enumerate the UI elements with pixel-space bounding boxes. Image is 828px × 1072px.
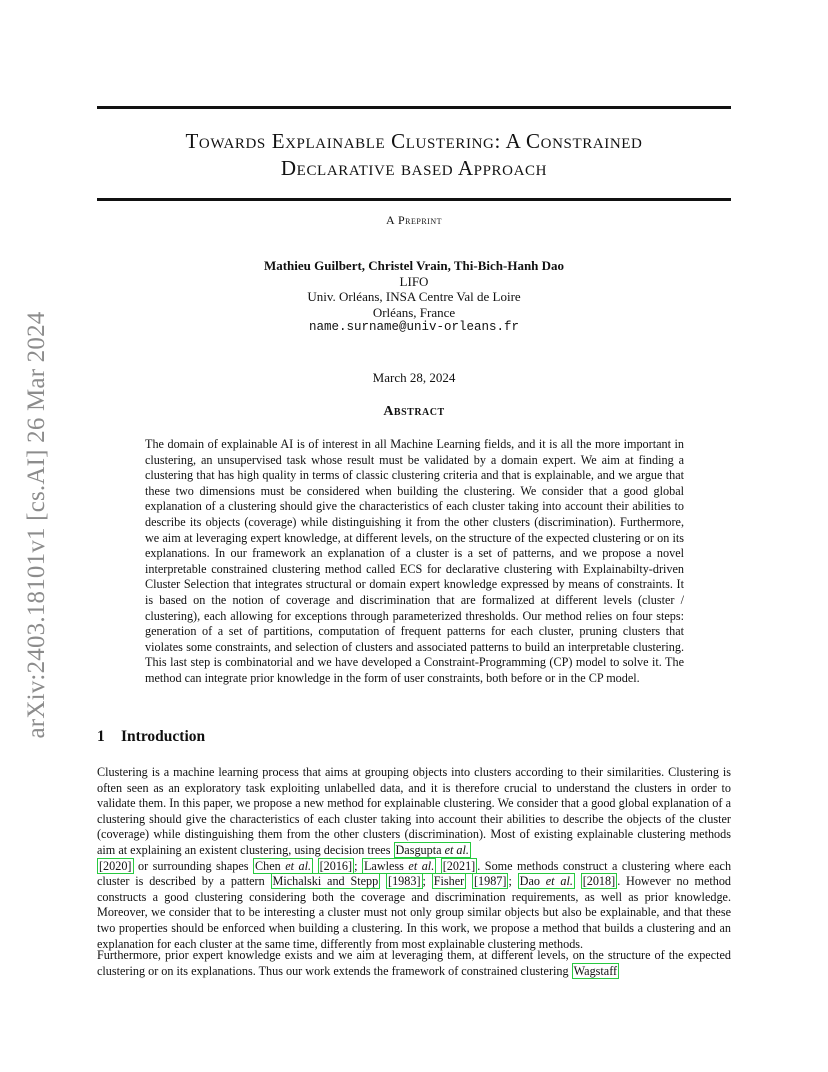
citation-etal: et al.: [444, 842, 469, 857]
section-number: 1: [97, 728, 105, 745]
author-names: Mathieu Guilbert, Christel Vrain, Thi-Bich-Hanh Dao: [263, 258, 565, 273]
abstract-text: The domain of explainable AI is of interest in all Machine Learning fields, and it is all the more important in clustering, an unsupervised task whose result must be validated by a domain expert. We aim at finding a clustering that has high quality in terms of classic clustering criteria and that is explainable, and we argue that these two dimensions must be considered when building the clustering. We consider that a good global explanation of a clustering should give the characteristics of each cluster taking into account their abilities to describe its objects (coverage) while distinguishing it from the other clusters (discrimination). Furthermore, we aim at leveraging expert knowledge, at different levels, on the structure of the expected clustering or on its explanations. In our framework an explanation of a cluster is a set of patterns, and we propose a novel interpretable constrained clustering method called ECS for declarative clustering with Explainabilty-driven Cluster Selection that integrates structural or domain expert knowledge expressed by means of constraints. It is based on the notion of coverage and discrimination that are formalized at different levels (cluster / clustering), each allowing for exceptions through parameterized thresholds. Our method relies on four steps: generation of a set of partitions, computation of frequent patterns for each cluster, pruning clusters that violates some constraints, and selection of clusters and associated patterns to build an interpretable clustering. This last step is combinatorial and we have developed a Constraint-Programming (CP) model to solve it. The method can integrate prior knowledge in the form of user constraints, both before or in the CP model.: [145, 437, 684, 685]
paper-title: [97, 128, 731, 182]
citation-link[interactable]: [394, 842, 471, 858]
intro-text: Furthermore, prior expert knowledge exists and we aim at leveraging them, at different levels, on the structure of the expected clustering or on its explanations. Thus our work extends the framework of constrained clustering: [97, 948, 731, 978]
citation-link[interactable]: [518, 873, 575, 889]
citation-author: Chen: [255, 858, 286, 873]
citation-separator: ;: [508, 874, 518, 889]
citation-etal: et al.: [285, 858, 312, 873]
title-bottom-rule: [97, 198, 731, 201]
section-title: Introduction: [121, 728, 206, 745]
section-heading: [97, 728, 205, 746]
intro-text: Clustering is a machine learning process that aims at grouping objects into clusters according to their similarities. Clustering is often seen as an exploratory task exploiting unlabelled data, and it is therefore crucial to understand the clusters in order to validate them. In this paper, we propose a new method for explainable clustering. We consider that a good global explanation of a clustering should give the characteristics of each cluster taking into account their abilities to describe the objects of the cluster (coverage) while distinguishing them from the other clusters (discrimination). Most of existing explainable clustering methods aim at explaining an existent clustering, using decision trees: [97, 765, 731, 857]
title-line-1: Towards Explainable Clustering: A Constrained: [185, 129, 643, 153]
title-top-rule: [97, 106, 731, 109]
citation-year-link[interactable]: [2021]: [442, 858, 476, 873]
intro-paragraph-1: [97, 765, 731, 952]
author-email: name.surname@univ-orleans.fr: [308, 320, 520, 334]
citation-author: Dasgupta: [395, 842, 445, 857]
citation-etal: et al.: [408, 858, 435, 873]
citation-year-link[interactable]: [1983]: [388, 874, 421, 889]
citation-link[interactable]: [253, 858, 313, 874]
affiliation-lab: LIFO: [399, 273, 429, 289]
preprint-label: A Preprint: [385, 213, 442, 227]
intro-text: . Some methods construct a clustering where each cluster is described by a pattern: [97, 858, 732, 889]
citation-author: Dao: [519, 874, 546, 889]
citation-link[interactable]: Fisher: [433, 874, 465, 889]
arxiv-identifier: arXiv:2403.18101v1 [cs.AI] 26 Mar 2024: [23, 311, 50, 739]
author-block: [97, 258, 731, 336]
citation-author: Lawless: [363, 858, 409, 873]
affiliation-university: Univ. Orléans, INSA Centre Val de Loire: [307, 289, 521, 304]
citation-year-link[interactable]: [1987]: [473, 874, 507, 889]
citation-link[interactable]: Michalski and Stepp: [272, 874, 379, 889]
citation-link[interactable]: Wagstaff: [573, 963, 618, 978]
affiliation-location: Orléans, France: [372, 304, 456, 320]
intro-text: or surrounding shapes: [133, 858, 254, 873]
publication-date: March 28, 2024: [372, 370, 456, 385]
title-line-2: Declarative based Approach: [280, 156, 548, 180]
citation-separator: ;: [422, 874, 432, 889]
citation-separator: ;: [354, 858, 362, 873]
intro-text: . However no method constructs a good clustering considering both the coverage and discrimination requirements, as well as prior knowledge. Moreover, we consider that to be interesting a cluster must not only group similar objects but also be explainable, and that these two properties should be enforced when building a clustering. In this work, we propose a method that builds a clustering and an explanation for each cluster at the same time, differently from most explainable clustering methods.: [97, 874, 732, 951]
citation-link[interactable]: [362, 858, 436, 874]
intro-paragraph-2: [97, 948, 731, 979]
citation-etal: et al.: [545, 874, 573, 889]
citation-year-link[interactable]: [2018]: [582, 874, 616, 889]
citation-year-link[interactable]: [2016]: [319, 858, 353, 873]
abstract-heading: Abstract: [383, 404, 445, 419]
citation-year-link[interactable]: [2020]: [99, 858, 132, 873]
